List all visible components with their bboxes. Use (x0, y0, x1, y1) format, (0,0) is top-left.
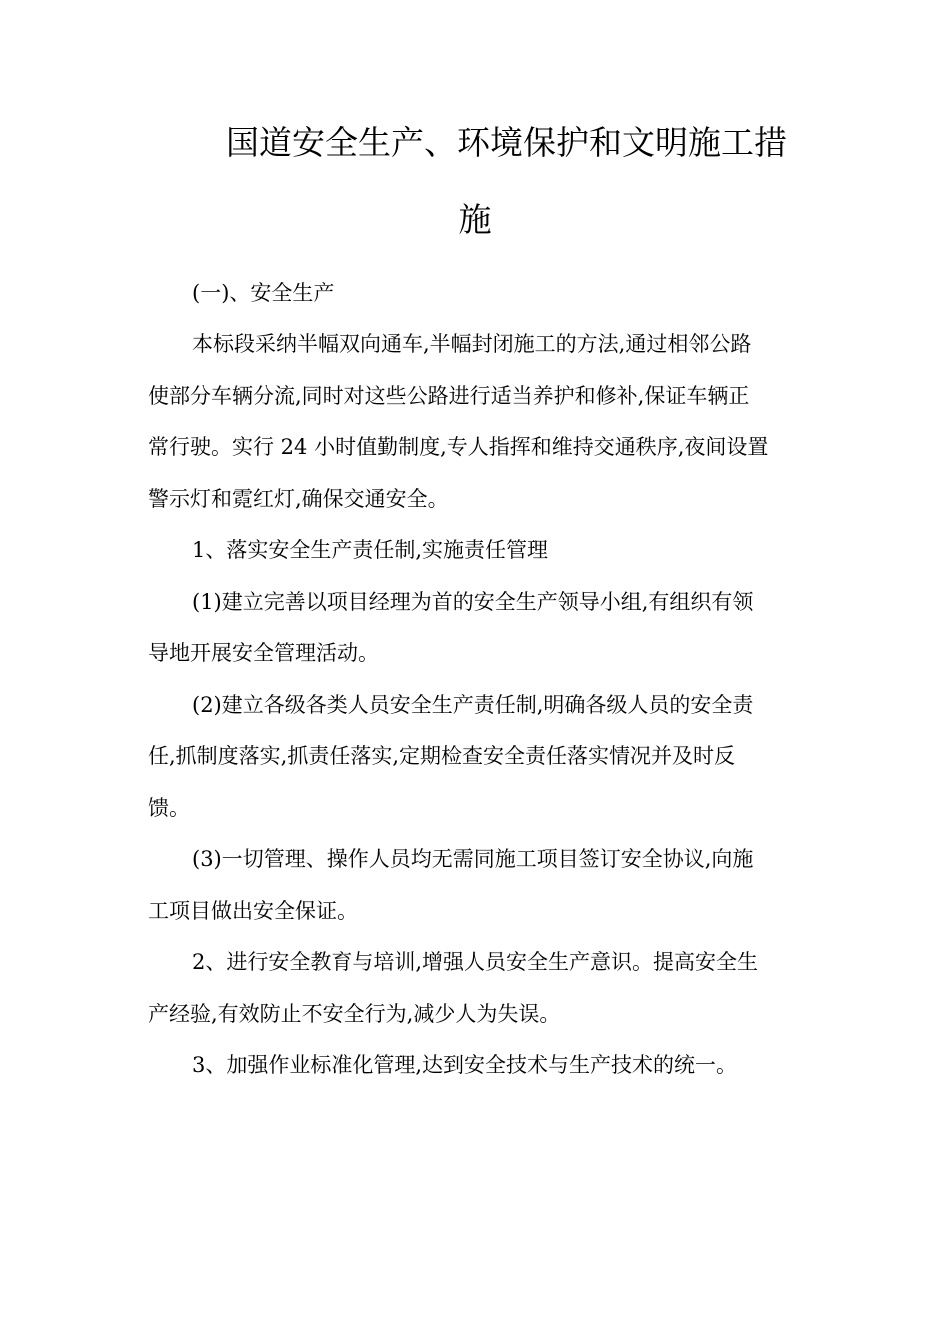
subheading-responsibility: 1、落实安全生产责任制,实施责任管理 (192, 538, 549, 562)
paragraph-line: 任,抓制度落实,抓责任落实,定期检查安全责任落实情况并及时反 (148, 744, 736, 768)
paragraph-line: 常行驶。实行 24 小时值勤制度,专人指挥和维持交通秩序,夜间设置 (148, 435, 769, 459)
paragraph-line: (1)建立完善以项目经理为首的安全生产领导小组,有组织有领 (192, 590, 754, 614)
section-heading-safety-production: (一)、安全生产 (192, 281, 335, 305)
paragraph-line: 产经验,有效防止不安全行为,减少人为失误。 (148, 1002, 561, 1026)
subheading-education-training: 2、进行安全教育与培训,增强人员安全生产意识。提高安全生 (192, 950, 759, 974)
paragraph-line: 工项目做出安全保证。 (148, 899, 358, 923)
document-title-line-2: 施 (458, 200, 492, 239)
paragraph-line: 警示灯和霓红灯,确保交通安全。 (148, 487, 449, 511)
document-title-line-1: 国道安全生产、环境保护和文明施工措 (226, 123, 787, 162)
paragraph-line: 使部分车辆分流,同时对这些公路进行适当养护和修补,保证车辆正 (148, 384, 750, 408)
paragraph-line: (2)建立各级各类人员安全生产责任制,明确各级人员的安全责 (192, 693, 754, 717)
paragraph-line: 本标段采纳半幅双向通车,半幅封闭施工的方法,通过相邻公路 (192, 332, 752, 356)
paragraph-line: (3)一切管理、操作人员均无需同施工项目签订安全协议,向施 (192, 847, 754, 871)
paragraph-line: 馈。 (148, 796, 190, 820)
paragraph-line: 导地开展安全管理活动。 (148, 641, 379, 665)
subheading-standardization: 3、加强作业标准化管理,达到安全技术与生产技术的统一。 (192, 1053, 738, 1077)
